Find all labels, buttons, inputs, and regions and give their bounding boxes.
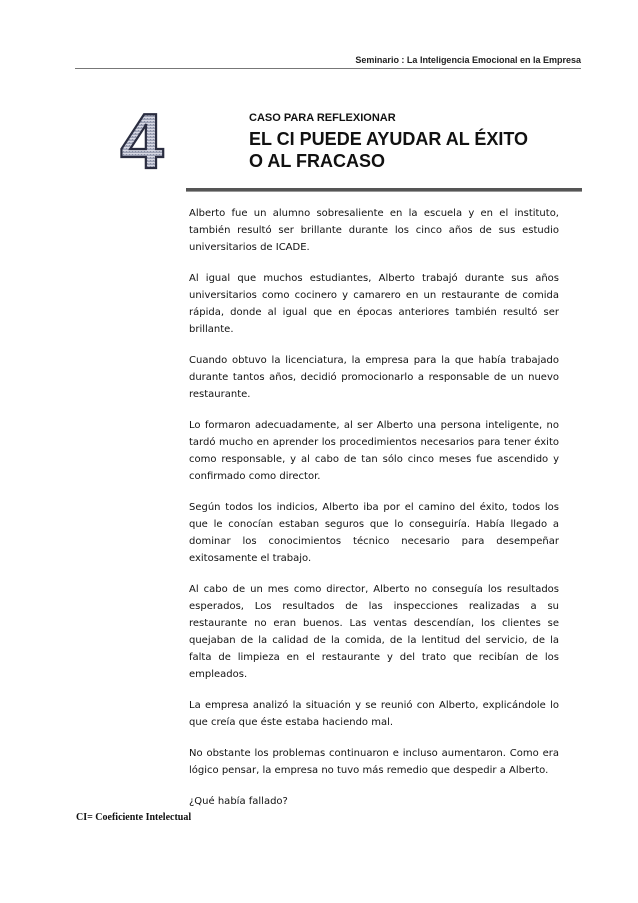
running-header: Seminario : La Inteligencia Emocional en la Empresa: [355, 55, 581, 65]
case-title-line-2: O AL FRACASO: [249, 151, 386, 171]
footnote: CI= Coeficiente Intelectual: [76, 812, 192, 823]
paragraph: Alberto fue un alumno sobresaliente en la escuela y en el instituto, también resultó ser brillante durante los cinco años de sus estudio universitarios de ICADE.: [189, 208, 559, 253]
paragraph: No obstante los problemas continuaron e incluso aumentaron. Como era lógico pensar, la empresa no tuvo más remedio que despedir a Alberto.: [189, 748, 559, 776]
paragraph: Lo formaron adecuadamente, al ser Alberto una persona inteligente, no tardó mucho en aprender los procedimientos necesarios para tener éxito como responsable, y al cabo de tan sólo cinco meses fue ascendido y confirmado como director.: [189, 420, 559, 482]
title-divider: [186, 188, 582, 192]
case-body: [189, 205, 559, 824]
paragraph: La empresa analizó la situación y se reunió con Alberto, explicándole lo que creía que éste estaba haciendo mal.: [189, 700, 559, 728]
header-divider: [75, 68, 581, 69]
paragraph: Según todos los indicios, Alberto iba por el camino del éxito, todos los que le conocían estaban seguros que lo conseguiría. Había llegado a dominar los conocimientos técnico necesario para desempeñar exitosamente el trabajo.: [189, 502, 559, 564]
closing-question: ¿Qué había fallado?: [189, 796, 288, 807]
paragraph: Al cabo de un mes como director, Alberto no conseguía los resultados esperados, Los resultados de las inspecciones realizadas a su restaurante no eran buenos. Las ventas descendían, los clientes se quejaban de la calidad de la comida, de la lentitud del servicio, de la falta de limpieza en el restaurante y del trato que recibían de los empleados.: [189, 584, 559, 680]
paragraph: Al igual que muchos estudiantes, Alberto trabajó durante sus años universitarios como cocinero y camarero en un restaurante de comida rápida, donde al igual que en épocas anteriores también resultó ser brillante.: [189, 273, 559, 335]
case-title: [249, 128, 589, 172]
case-kicker: CASO PARA REFLEXIONAR: [249, 112, 396, 124]
case-number: 4: [120, 108, 164, 172]
case-number-graphic: [116, 108, 168, 172]
paragraph: Cuando obtuvo la licenciatura, la empresa para la que había trabajado durante tantos años, decidió promocionarlo a responsable de un nuevo restaurante.: [189, 355, 559, 400]
case-title-line-1: EL CI PUEDE AYUDAR AL ÉXITO: [249, 129, 529, 149]
